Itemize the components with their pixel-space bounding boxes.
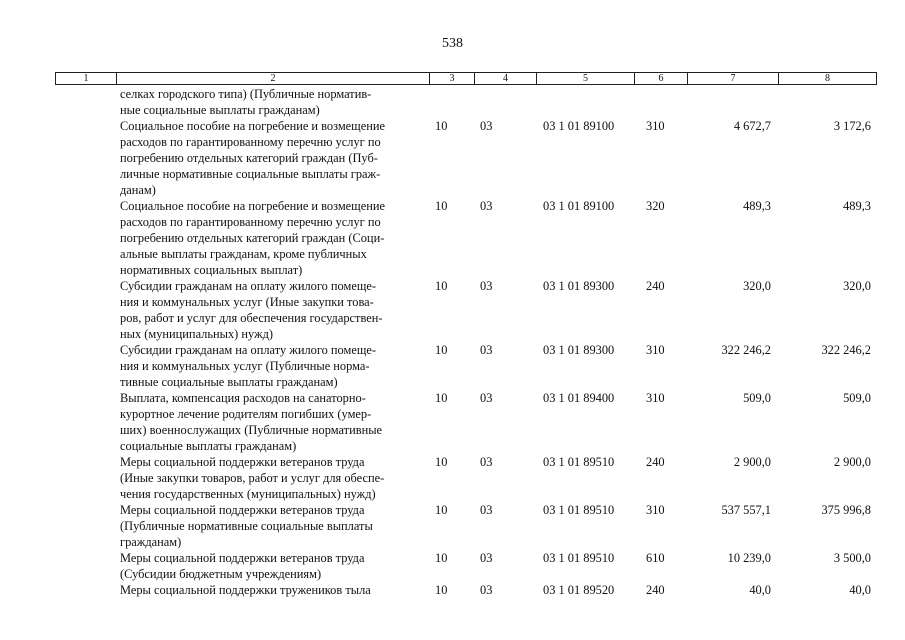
amount-col-7: 10 239,0 — [727, 551, 771, 565]
row-description: селках городского типа) (Публичные норматив- ные социальные выплаты гражданам) — [120, 87, 372, 117]
section-code: 10 — [435, 503, 448, 517]
row-description: Меры социальной поддержки ветеранов труда (Субсидии бюджетным учреждениям) — [120, 551, 365, 581]
subsection-code: 03 — [480, 503, 493, 517]
row-description: Меры социальной поддержки ветеранов труда (Публичные нормативные социальные выплаты гражданам) — [120, 503, 373, 549]
expense-type-code: 610 — [646, 551, 665, 565]
target-article-code: 03 1 01 89300 — [543, 279, 615, 293]
section-code: 10 — [435, 343, 448, 357]
expense-type-code: 320 — [646, 199, 665, 213]
amount-col-8: 489,3 — [843, 199, 871, 213]
header-col-3: 3 — [429, 73, 474, 84]
table-row — [55, 582, 877, 598]
target-article-code: 03 1 01 89510 — [543, 455, 615, 469]
target-article-code: 03 1 01 89400 — [543, 391, 615, 405]
section-code: 10 — [435, 391, 448, 405]
amount-col-7: 509,0 — [743, 391, 771, 405]
subsection-code: 03 — [480, 279, 493, 293]
amount-col-7: 489,3 — [743, 199, 771, 213]
amount-col-8: 3 500,0 — [833, 551, 871, 565]
header-col-2: 2 — [116, 73, 429, 84]
section-code: 10 — [435, 199, 448, 213]
header-col-4: 4 — [474, 73, 536, 84]
section-code: 10 — [435, 583, 448, 597]
target-article-code: 03 1 01 89300 — [543, 343, 615, 357]
table-row — [55, 502, 877, 550]
section-code: 10 — [435, 455, 448, 469]
table-row — [55, 86, 877, 118]
header-col-6: 6 — [634, 73, 687, 84]
table-row — [55, 118, 877, 198]
page-number: 538 — [442, 36, 463, 51]
amount-col-7: 2 900,0 — [733, 455, 771, 469]
subsection-code: 03 — [480, 583, 493, 597]
subsection-code: 03 — [480, 119, 493, 133]
table-row — [55, 278, 877, 342]
header-col-7: 7 — [687, 73, 778, 84]
header-col-5: 5 — [536, 73, 634, 84]
table-row — [55, 390, 877, 454]
amount-col-8: 2 900,0 — [833, 455, 871, 469]
row-description: Субсидии гражданам на оплату жилого помеще- ния и коммунальных услуг (Публичные норма- тивные социальные выплаты гражданам) — [120, 343, 376, 389]
amount-col-8: 509,0 — [843, 391, 871, 405]
amount-col-7: 4 672,7 — [733, 119, 771, 133]
amount-col-8: 375 996,8 — [821, 503, 871, 517]
header-col-8: 8 — [778, 73, 876, 84]
expense-type-code: 240 — [646, 455, 665, 469]
target-article-code: 03 1 01 89510 — [543, 551, 615, 565]
row-description: Субсидии гражданам на оплату жилого помеще- ния и коммунальных услуг (Иные закупки това- ров, работ и услуг для обеспечения государствен- ных (муниципальных) нужд) — [120, 279, 383, 341]
expense-type-code: 310 — [646, 391, 665, 405]
table-row — [55, 342, 877, 390]
expense-type-code: 310 — [646, 343, 665, 357]
table-row — [55, 550, 877, 582]
expense-type-code: 310 — [646, 503, 665, 517]
amount-col-7: 320,0 — [743, 279, 771, 293]
row-description: Социальное пособие на погребение и возмещение расходов по гарантированному перечню услуг по погребению отдельных категорий граждан (Соци- альные выплаты гражданам, кроме публичных нормативных социальных выплат) — [120, 199, 385, 277]
row-description: Выплата, компенсация расходов на санаторно- курортное лечение родителям погибших (умер- ших) военнослужащих (Публичные нормативные социальные выплаты гражданам) — [120, 391, 383, 453]
row-description: Меры социальной поддержки тружеников тыла — [120, 583, 371, 597]
amount-col-8: 40,0 — [849, 583, 871, 597]
subsection-code: 03 — [480, 199, 493, 213]
table-header-row — [55, 72, 877, 85]
amount-col-8: 320,0 — [843, 279, 871, 293]
subsection-code: 03 — [480, 391, 493, 405]
expense-type-code: 240 — [646, 583, 665, 597]
amount-col-7: 322 246,2 — [721, 343, 771, 357]
row-description: Социальное пособие на погребение и возмещение расходов по гарантированному перечню услуг по погребению отдельных категорий граждан (Пуб- личные нормативные социальные выплаты граж- данам) — [120, 119, 385, 197]
target-article-code: 03 1 01 89100 — [543, 199, 615, 213]
row-description: Меры социальной поддержки ветеранов труда (Иные закупки товаров, работ и услуг для обеспе- чения государственных (муниципальных) нужд) — [120, 455, 385, 501]
amount-col-7: 40,0 — [749, 583, 771, 597]
table-row — [55, 454, 877, 502]
section-code: 10 — [435, 119, 448, 133]
header-col-1: 1 — [83, 73, 89, 84]
expense-type-code: 240 — [646, 279, 665, 293]
budget-table — [55, 72, 877, 598]
target-article-code: 03 1 01 89510 — [543, 503, 615, 517]
subsection-code: 03 — [480, 551, 493, 565]
subsection-code: 03 — [480, 343, 493, 357]
amount-col-8: 3 172,6 — [833, 119, 871, 133]
expense-type-code: 310 — [646, 119, 665, 133]
section-code: 10 — [435, 279, 448, 293]
amount-col-8: 322 246,2 — [821, 343, 871, 357]
table-body — [55, 86, 877, 598]
table-row — [55, 198, 877, 278]
section-code: 10 — [435, 551, 448, 565]
subsection-code: 03 — [480, 455, 493, 469]
target-article-code: 03 1 01 89520 — [543, 583, 615, 597]
target-article-code: 03 1 01 89100 — [543, 119, 615, 133]
amount-col-7: 537 557,1 — [721, 503, 771, 517]
